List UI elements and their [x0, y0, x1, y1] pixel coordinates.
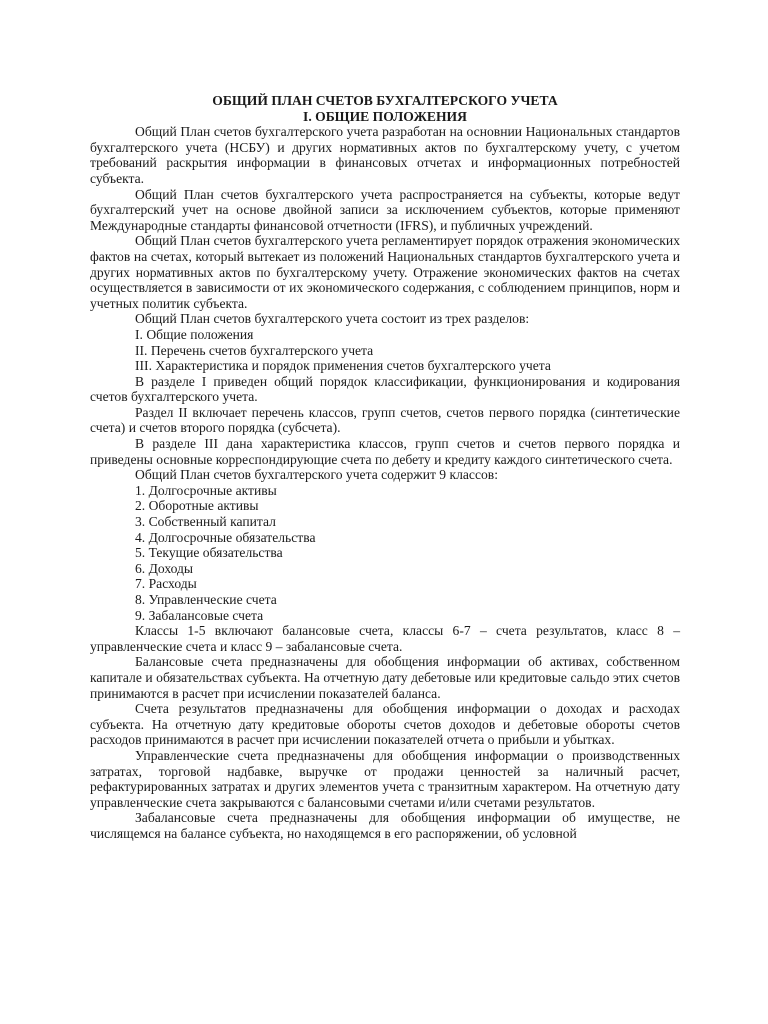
classes-list-item: 9. Забалансовые счета: [135, 607, 264, 623]
paragraph: Балансовые счета предназначены для обобщения информации об активах, собственном капитале и обязательствах субъекта. На отчетную дату дебетовые или кредитовые сальдо этих счетов принимаются в расчет при исчислении показателей баланса.: [90, 654, 680, 701]
paragraph: Раздел II включает перечень классов, групп счетов, счетов первого порядка (синтетические счета) и счетов второго порядка (субсчета).: [90, 404, 680, 436]
sections-list-item: II. Перечень счетов бухгалтерского учета: [135, 342, 374, 358]
paragraph: Общий План счетов бухгалтерского учета регламентирует порядок отражения экономических фактов на счетах, который вытекает из положений Национальных стандартов бухгалтерского учета и других нормативных актов по бухгалтерскому учету. Отражение экономических фактов на счетах осуществляется в зависимости от их экономического содержания, с соблюдением принципов, норм и учетных политик субъекта.: [90, 233, 680, 311]
classes-list-item: 4. Долгосрочные обязательства: [135, 529, 316, 545]
paragraph: Общий План счетов бухгалтерского учета распространяется на субъекты, которые ведут бухгалтерский учет на основе двойной записи за исключением субъектов, которые применяют Международные стандарты финансовой отчетности (IFRS), и публичных учреждений.: [90, 186, 680, 233]
document-page: [90, 93, 680, 842]
paragraph: Управленческие счета предназначены для обобщения информации о производственных затратах, торговой надбавке, выручке от продажи ценностей за наличный расчет, рефактурированных затратах и других элементов учета с транзитным характером. На отчетную дату управленческие счета закрываются с балансовыми счетами и/или счетами результатов.: [90, 747, 680, 810]
paragraph: Классы 1-5 включают балансовые счета, классы 6-7 – счета результатов, класс 8 – управленческие счета и класс 9 – забалансовые счета.: [90, 623, 680, 654]
sections-list-item: III. Характеристика и порядок применения счетов бухгалтерского учета: [135, 358, 551, 374]
paragraph: Забалансовые счета предназначены для обобщения информации об имуществе, не числящемся на балансе субъекта, но находящемся в его распоряжении, об условной: [90, 810, 680, 841]
paragraph: Общий План счетов бухгалтерского учета содержит 9 классов:: [135, 467, 498, 483]
paragraph: В разделе I приведен общий порядок классификации, функционирования и кодирования счетов бухгалтерского учета.: [90, 373, 680, 405]
section-title: I. ОБЩИЕ ПОЛОЖЕНИЯ: [303, 108, 467, 124]
paragraph: Счета результатов предназначены для обобщения информации о доходах и расходах субъекта. На отчетную дату кредитовые обороты счетов доходов и дебетовые обороты счетов расходов принимаются в расчет при исчислении показателей отчета о прибыли и убытках.: [90, 701, 680, 748]
paragraph: Общий План счетов бухгалтерского учета состоит из трех разделов:: [135, 311, 530, 327]
document-title: ОБЩИЙ ПЛАН СЧЕТОВ БУХГАЛТЕРСКОГО УЧЕТА: [212, 93, 558, 108]
classes-list-item: 1. Долгосрочные активы: [135, 482, 277, 498]
paragraph: В разделе III дана характеристика классов, групп счетов и счетов первого порядка и приведены основные корреспондирующие счета по дебету и кредиту каждого синтетического счета.: [90, 436, 680, 467]
classes-list-item: 3. Собственный капитал: [135, 514, 276, 530]
classes-list-item: 5. Текущие обязательства: [135, 545, 283, 561]
classes-list-item: 2. Оборотные активы: [135, 498, 259, 514]
classes-list-item: 7. Расходы: [135, 576, 197, 592]
paragraph: Общий План счетов бухгалтерского учета разработан на основнии Национальных стандартов бухгалтерского учета (НСБУ) и других нормативных актов по бухгалтерскому учету, с учетом требований раскрытия информации в финансовых отчетах и информационных потребностей субъекта.: [90, 124, 680, 186]
classes-list-item: 8. Управленческие счета: [135, 592, 277, 607]
classes-list-item: 6. Доходы: [135, 560, 194, 576]
sections-list-item: I. Общие положения: [135, 326, 254, 342]
